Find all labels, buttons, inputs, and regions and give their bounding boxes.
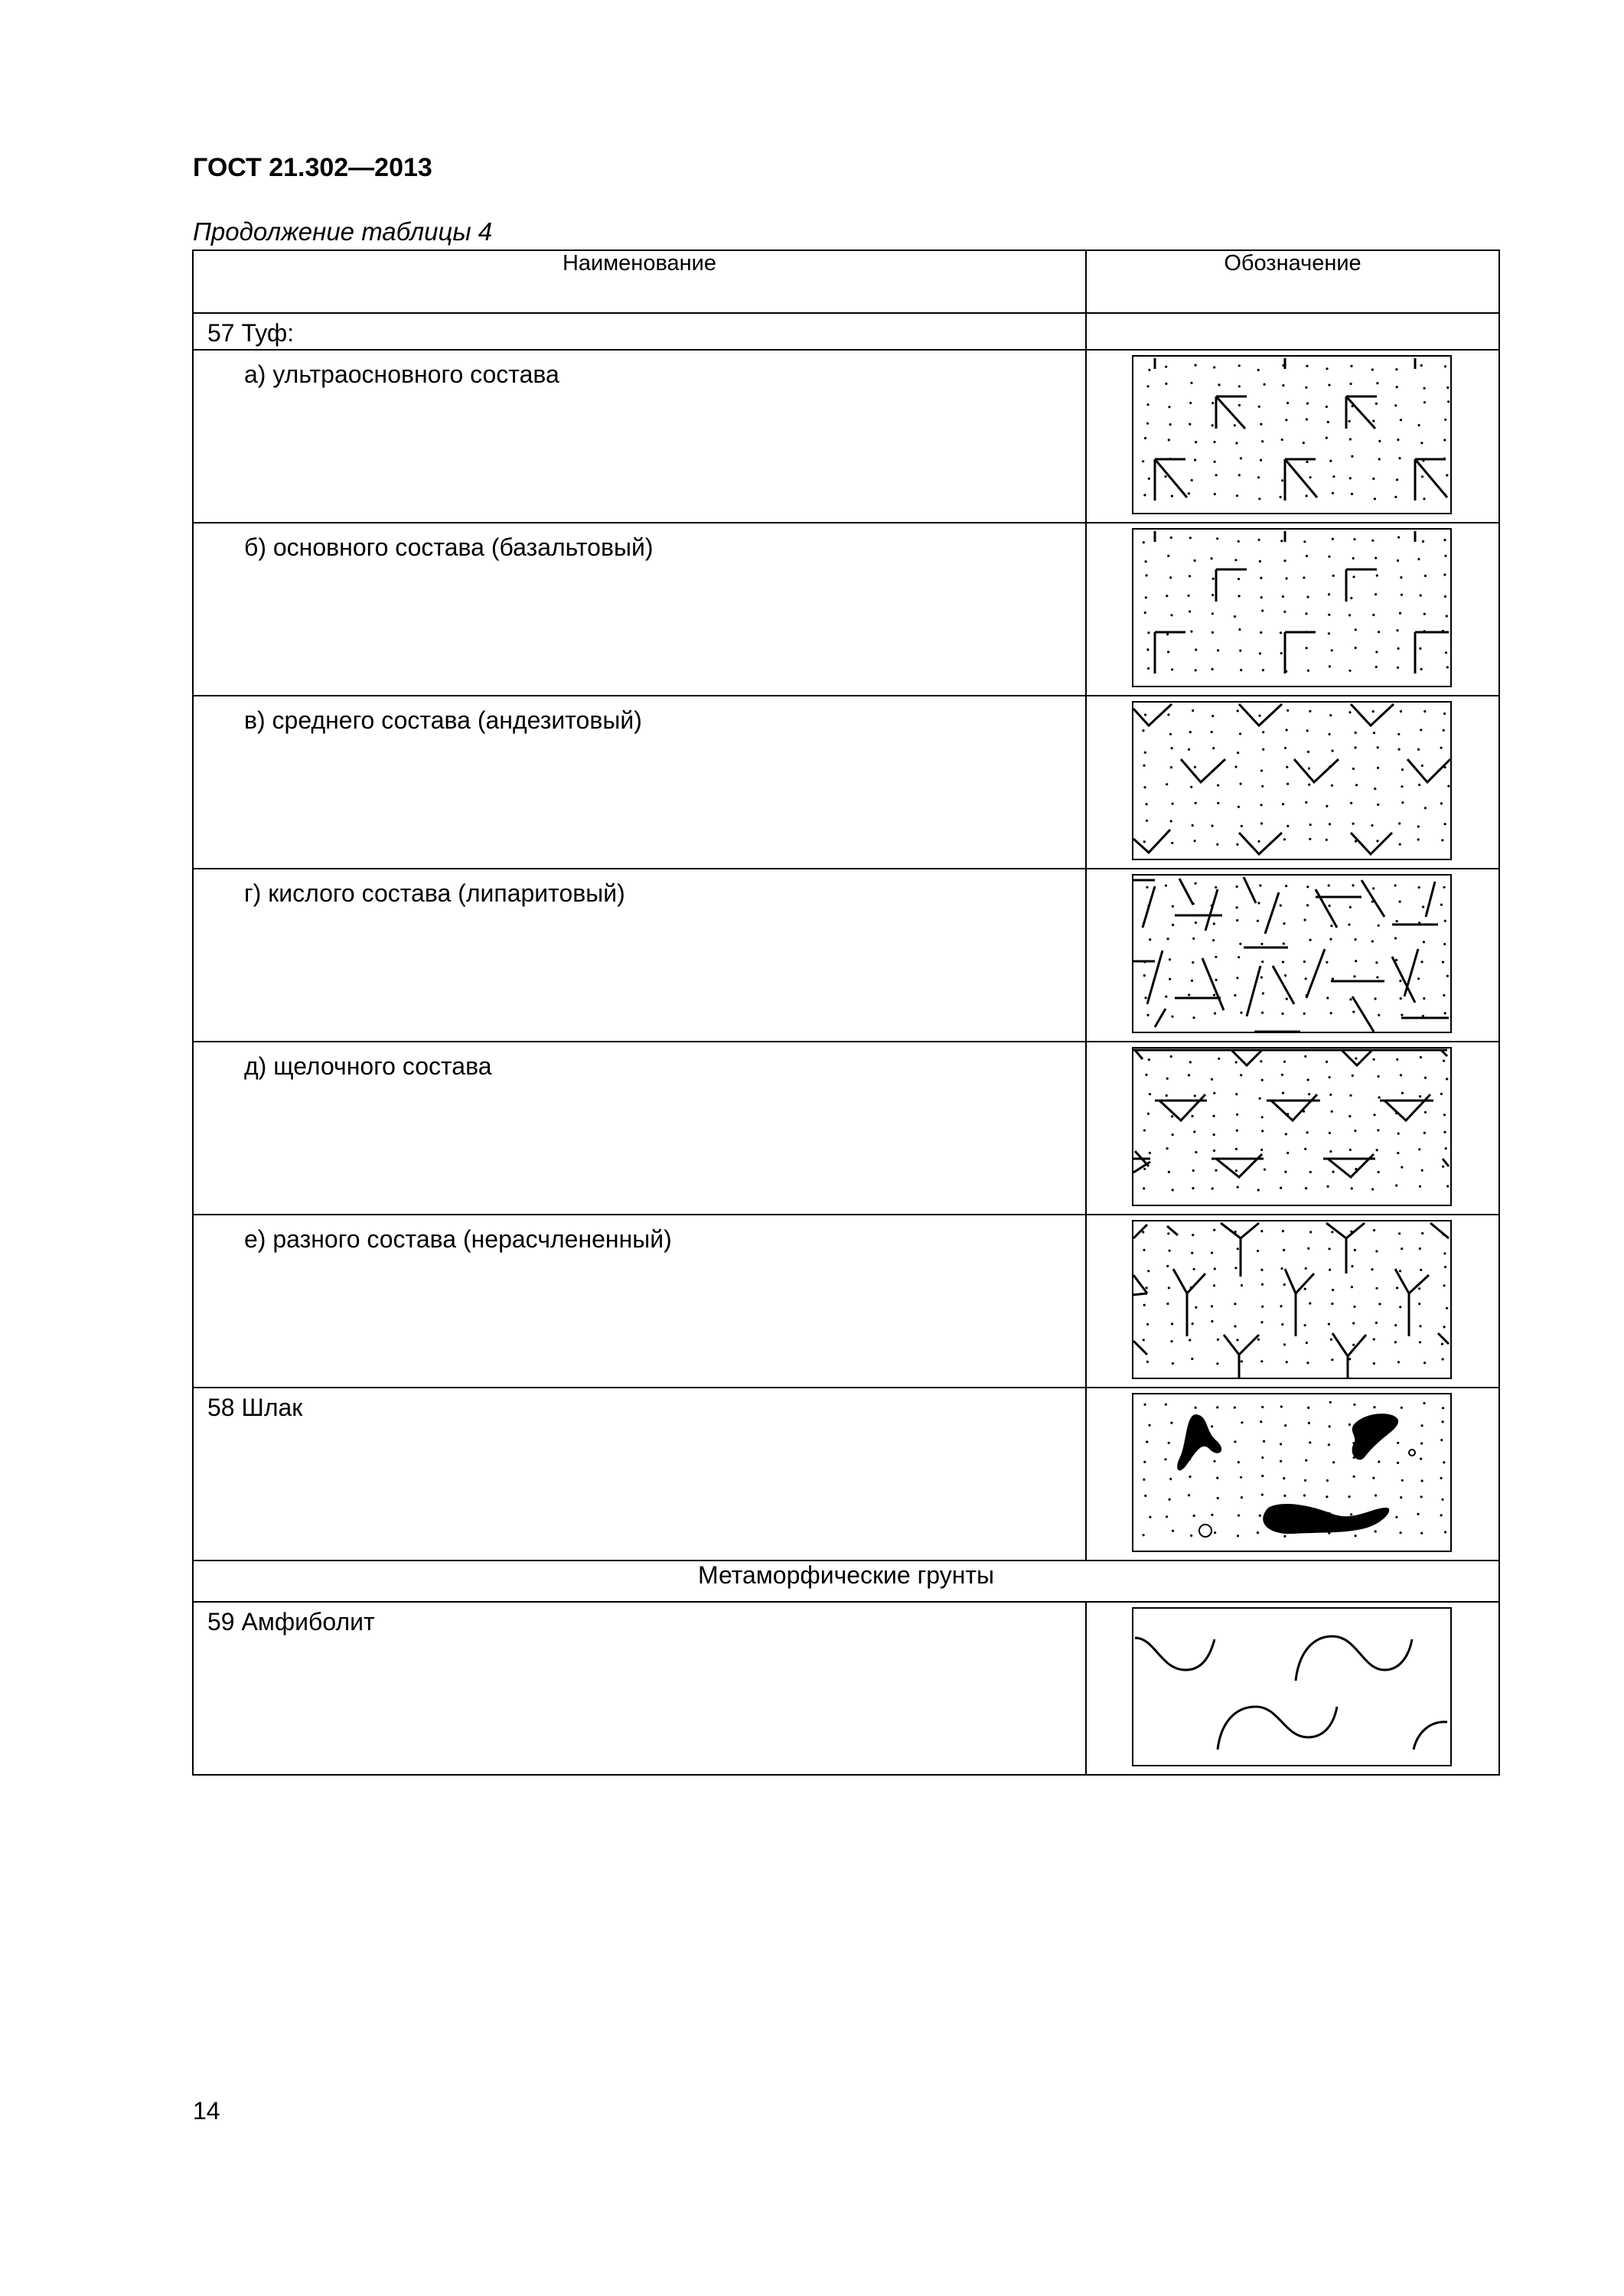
symbol-cell [1086,869,1499,1042]
amphibolite-pattern-icon [1132,1607,1452,1766]
page-number: 14 [193,2097,220,2125]
slag-pattern-icon [1132,1393,1452,1552]
table-row [193,1602,1499,1775]
andesite-tuff-pattern-icon [1132,701,1452,860]
table-row [193,696,1499,869]
group-row-tuff [193,313,1499,350]
row-name: 59 Амфиболит [207,1608,375,1636]
row-name: г) кислого состава (липаритовый) [244,879,625,907]
liparite-tuff-pattern-icon [1132,874,1452,1033]
section-title-metamorphic: Метаморфические грунты [193,1561,1499,1602]
symbol-cell [1086,350,1499,523]
row-name: в) среднего состава (андезитовый) [244,706,642,734]
symbol-cell [1086,523,1499,696]
empty-symbol-cell [1086,313,1499,350]
row-name: е) разного состава (нерасчлененный) [244,1225,672,1253]
ultrabasic-tuff-pattern-icon [1132,355,1452,514]
symbol-cell [1086,1602,1499,1775]
symbol-cell [1086,1215,1499,1388]
row-name: д) щелочного состава [244,1052,492,1080]
table-row [193,350,1499,523]
basalt-tuff-pattern-icon [1132,528,1452,687]
row-name: б) основного состава (базальтовый) [244,533,654,561]
mixed-tuff-pattern-icon [1132,1220,1452,1379]
symbol-cell [1086,1388,1499,1561]
group-title-tuff: 57 Туф: [207,319,295,347]
table-row [193,1042,1499,1215]
column-header-name: Наименование [193,250,1086,313]
table-row [193,523,1499,696]
table-row [193,869,1499,1042]
section-row [193,1561,1499,1602]
table-caption: Продолжение таблицы 4 [193,217,493,246]
table-row [193,1388,1499,1561]
table-header-row [193,250,1499,313]
symbol-cell [1086,696,1499,869]
row-name: а) ультраосновного состава [244,360,559,388]
symbol-cell [1086,1042,1499,1215]
document-code: ГОСТ 21.302—2013 [193,153,432,182]
alkaline-tuff-pattern-icon [1132,1047,1452,1206]
table-row [193,1215,1499,1388]
legend-table [192,249,1500,1776]
column-header-symbol: Обозначение [1086,250,1499,313]
row-name: 58 Шлак [207,1394,303,1421]
